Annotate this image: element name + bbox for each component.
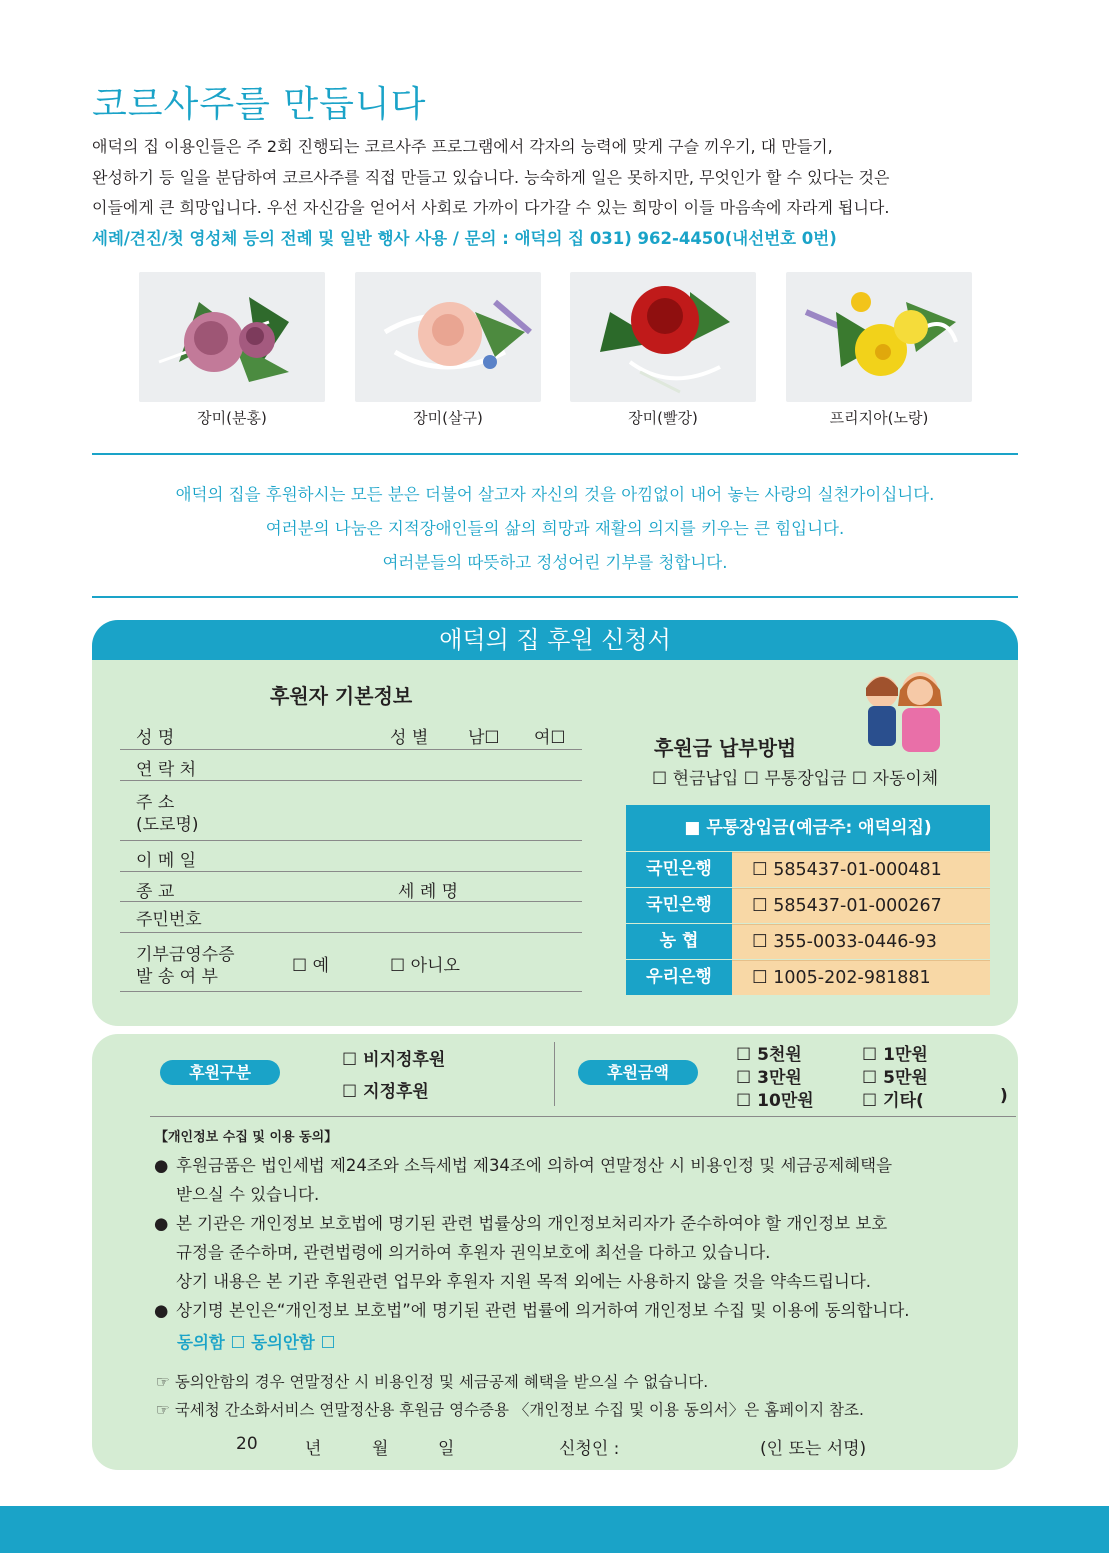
bank-name: 국민은행	[626, 852, 732, 887]
receipt-no-checkbox[interactable]: ☐ 아니오	[390, 956, 460, 976]
privacy-text: 받으실 수 있습니다.	[176, 1185, 320, 1204]
field-label: 종 교	[136, 882, 175, 902]
separator	[554, 1042, 555, 1106]
amount-other-checkbox[interactable]: ☐ 기타(	[862, 1091, 924, 1111]
privacy-text: 규정을 준수하며, 관련법령에 의거하여 후원자 권익보호에 최선을 다하고 있습니다.	[176, 1243, 771, 1262]
photo-caption: 프리지아(노랑)	[829, 409, 929, 427]
amount-5k-checkbox[interactable]: ☐ 5천원	[736, 1045, 802, 1065]
intro-text	[92, 132, 992, 254]
divider	[150, 1116, 1016, 1117]
field-label: 발 송 여 부	[136, 967, 218, 987]
corsage-photo-apricot	[355, 272, 541, 402]
field-label: 기부금영수증	[136, 945, 235, 965]
sign-month-unit: 월	[372, 1439, 389, 1459]
donation-form-panel	[92, 620, 1018, 1026]
bank-transfer-table	[626, 805, 990, 998]
appeal-line: 애덕의 집을 후원하시는 모든 분은 더불어 살고자 자신의 것을 아낌없이 내어 놓는 사랑의 실천가이십니다.	[175, 485, 935, 504]
field-label: 연 락 처	[136, 760, 197, 780]
bank-row[interactable]	[626, 852, 990, 888]
privacy-text: 상기 내용은 본 기관 후원관련 업무와 후원자 지원 목적 외에는 사용하지 않을 것을 약속드립니다.	[176, 1272, 872, 1291]
amount-50k-checkbox[interactable]: ☐ 5만원	[862, 1068, 928, 1088]
payment-title: 후원금 납부방법	[654, 736, 797, 760]
basic-info-title: 후원자 기본정보	[270, 684, 413, 708]
donor-illustration-icon	[854, 666, 954, 754]
designated-checkbox[interactable]: ☐ 지정후원	[342, 1082, 429, 1102]
field-label: 주민번호	[136, 910, 202, 930]
divider	[92, 453, 1018, 455]
intro-line: 완성하기 등 일을 분담하여 코르사주를 직접 만들고 있습니다. 능숙하게 일은 못하지만, 무엇인가 할 수 있다는 것은	[92, 167, 890, 187]
intro-line: 이들에게 큰 희망입니다. 우선 자신감을 얻어서 사회로 가까이 다가갈 수 있는 희망이 이들 마음속에 자라게 됩니다.	[92, 198, 890, 217]
sign-year: 20	[236, 1434, 258, 1454]
consent-checkboxes[interactable]: 동의함 ☐ 동의안함 ☐	[177, 1333, 336, 1352]
male-checkbox[interactable]: 남☐	[468, 728, 500, 748]
usage-info: 세례/견진/첫 영성체 등의 전례 및 일반 행사 사용 / 문의 : 애덕의 집 031) 962-4450(내선번호 0번)	[92, 228, 837, 248]
field-address-row[interactable]	[120, 782, 582, 841]
receipt-yes-checkbox[interactable]: ☐ 예	[292, 956, 330, 976]
corsage-photo-red	[570, 272, 756, 402]
support-amount-label: 후원금액	[578, 1060, 698, 1085]
field-contact-row[interactable]	[120, 751, 582, 781]
field-label: 성 명	[136, 728, 175, 748]
amount-100k-checkbox[interactable]: ☐ 10만원	[736, 1091, 814, 1111]
bank-row[interactable]	[626, 960, 990, 996]
amount-other-close: )	[1000, 1086, 1008, 1106]
divider	[92, 596, 1018, 598]
sign-year-unit: 년	[305, 1439, 322, 1459]
amount-30k-checkbox[interactable]: ☐ 3만원	[736, 1068, 802, 1088]
privacy-note: ☞ 국세청 간소화서비스 연말정산용 후원금 영수증용 〈개인정보 수집 및 이용 동의서〉은 홈페이지 참조.	[156, 1401, 864, 1419]
sign-day-unit: 일	[438, 1439, 455, 1459]
page-title: 코르사주를 만듭니다	[92, 84, 427, 125]
form-title: 애덕의 집 후원 신청서	[92, 620, 1018, 660]
field-email-row[interactable]	[120, 842, 582, 872]
bank-name: 우리은행	[626, 960, 732, 995]
bank-table-header: ■ 무통장입금(예금주: 애덕의집)	[626, 805, 990, 851]
field-resident-row[interactable]	[120, 903, 582, 933]
non-designated-checkbox[interactable]: ☐ 비지정후원	[342, 1050, 446, 1070]
field-label: 성 별	[390, 728, 429, 748]
field-receipt-row	[120, 934, 582, 992]
payment-method-options[interactable]: ☐ 현금납입 ☐ 무통장입금 ☐ 자동이체	[652, 769, 939, 789]
bank-account[interactable]: ☐ 585437-01-000481	[732, 852, 990, 887]
bank-row[interactable]	[626, 924, 990, 960]
photo-caption: 장미(분홍)	[197, 409, 267, 427]
bullet-icon: ●	[154, 1214, 169, 1233]
privacy-text: 본 기관은 개인정보 보호법에 명기된 관련 법률상의 개인정보처리자가 준수하여야 할 개인정보 보호	[176, 1214, 888, 1233]
corsage-photo-pink	[139, 272, 325, 402]
field-religion-row[interactable]	[120, 873, 582, 902]
appeal-line: 여러분들의 따뜻하고 정성어린 기부를 청합니다.	[382, 553, 728, 572]
privacy-text: 후원금품은 법인세법 제24조와 소득세법 제34조에 의하여 연말정산 시 비용인정 및 세금공제혜택을	[176, 1156, 893, 1175]
bank-name: 농 협	[626, 924, 732, 959]
field-label: (도로명)	[136, 815, 199, 835]
bank-name: 국민은행	[626, 888, 732, 923]
amount-10k-checkbox[interactable]: ☐ 1만원	[862, 1045, 928, 1065]
photo-caption: 장미(살구)	[413, 409, 483, 427]
field-label: 주 소	[136, 793, 175, 813]
field-label: 세 례 명	[398, 882, 459, 902]
field-label: 이 메 일	[136, 851, 197, 871]
privacy-text: 상기명 본인은“개인정보 보호법”에 명기된 관련 법률에 의거하여 개인정보 수집 및 이용에 동의합니다.	[176, 1301, 910, 1320]
field-name-row[interactable]	[120, 720, 582, 750]
seal-label: (인 또는 서명)	[760, 1439, 867, 1459]
photo-caption: 장미(빨강)	[628, 409, 698, 427]
bullet-icon: ●	[154, 1301, 169, 1320]
corsage-photo-yellow	[786, 272, 972, 402]
bank-row[interactable]	[626, 888, 990, 924]
support-consent-panel	[92, 1034, 1018, 1470]
privacy-heading: 【개인정보 수집 및 이용 동의】	[155, 1130, 338, 1145]
support-type-label: 후원구분	[160, 1060, 280, 1085]
bank-account[interactable]: ☐ 585437-01-000267	[732, 888, 990, 923]
privacy-note: ☞ 동의안함의 경우 연말정산 시 비용인정 및 세금공제 혜택을 받으실 수 없습니다.	[156, 1373, 709, 1391]
bullet-icon: ●	[154, 1156, 169, 1175]
intro-line: 애덕의 집 이용인들은 주 2회 진행되는 코르사주 프로그램에서 각자의 능력에 맞게 구슬 끼우기, 대 만들기,	[92, 137, 833, 156]
appeal-line: 여러분의 나눔은 지적장애인들의 삶의 희망과 재활의 의지를 키우는 큰 힘입니다.	[265, 519, 845, 538]
female-checkbox[interactable]: 여☐	[534, 728, 566, 748]
applicant-label: 신청인 :	[559, 1439, 620, 1459]
bank-account[interactable]: ☐ 1005-202-981881	[732, 960, 990, 995]
footer-bar	[0, 1506, 1109, 1553]
bank-account[interactable]: ☐ 355-0033-0446-93	[732, 924, 990, 959]
